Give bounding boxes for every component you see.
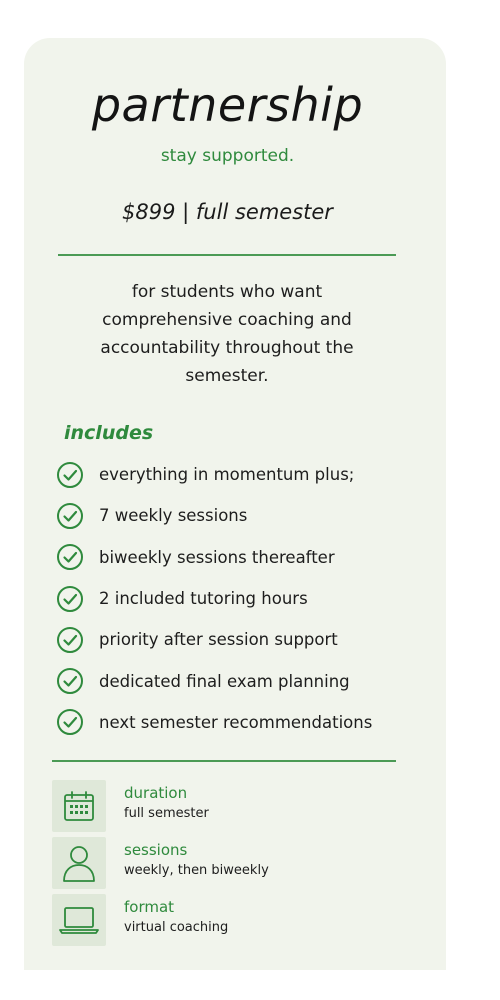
- plan-subtitle: stay supported.: [160, 146, 295, 166]
- feature-item: [56, 578, 436, 619]
- check-circle-icon: [56, 667, 84, 695]
- detail-value: weekly, then biweekly: [124, 863, 269, 878]
- detail-label: format: [124, 898, 175, 916]
- plan-title: partnership: [91, 78, 364, 132]
- check-circle-icon: [56, 708, 84, 736]
- detail-duration: [52, 780, 412, 837]
- feature-item: [56, 660, 436, 701]
- includes-heading: includes: [64, 422, 154, 444]
- feature-item: [56, 619, 436, 660]
- detail-label: sessions: [124, 841, 188, 859]
- feature-text: next semester recommendations: [99, 712, 373, 732]
- detail-value: virtual coaching: [124, 920, 229, 935]
- check-circle-icon: [56, 502, 84, 530]
- person-icon: [52, 837, 106, 889]
- bottom-divider: [52, 760, 396, 762]
- plan-description: for students who want comprehensive coaching and accountability throughout the semester.: [100, 282, 354, 386]
- detail-value: full semester: [124, 806, 209, 821]
- plan-price: $899 | full semester: [122, 200, 333, 224]
- top-divider: [58, 254, 396, 256]
- detail-format: [52, 894, 412, 951]
- feature-text: priority after session support: [99, 630, 338, 650]
- feature-item: [56, 454, 436, 495]
- feature-list: [56, 454, 436, 743]
- detail-label: duration: [124, 784, 188, 802]
- feature-text: everything in momentum plus;: [99, 465, 355, 485]
- plan-details: [52, 780, 412, 951]
- feature-text: 2 included tutoring hours: [99, 589, 308, 609]
- check-circle-icon: [56, 543, 84, 571]
- detail-sessions: [52, 837, 412, 894]
- feature-text: biweekly sessions thereafter: [99, 547, 335, 567]
- laptop-icon: [52, 894, 106, 946]
- check-circle-icon: [56, 626, 84, 654]
- calendar-icon: [52, 780, 106, 832]
- feature-item: [56, 702, 436, 743]
- feature-item: [56, 537, 436, 578]
- feature-text: dedicated final exam planning: [99, 671, 350, 691]
- feature-item: [56, 495, 436, 536]
- check-circle-icon: [56, 585, 84, 613]
- feature-text: 7 weekly sessions: [99, 506, 248, 526]
- check-circle-icon: [56, 461, 84, 489]
